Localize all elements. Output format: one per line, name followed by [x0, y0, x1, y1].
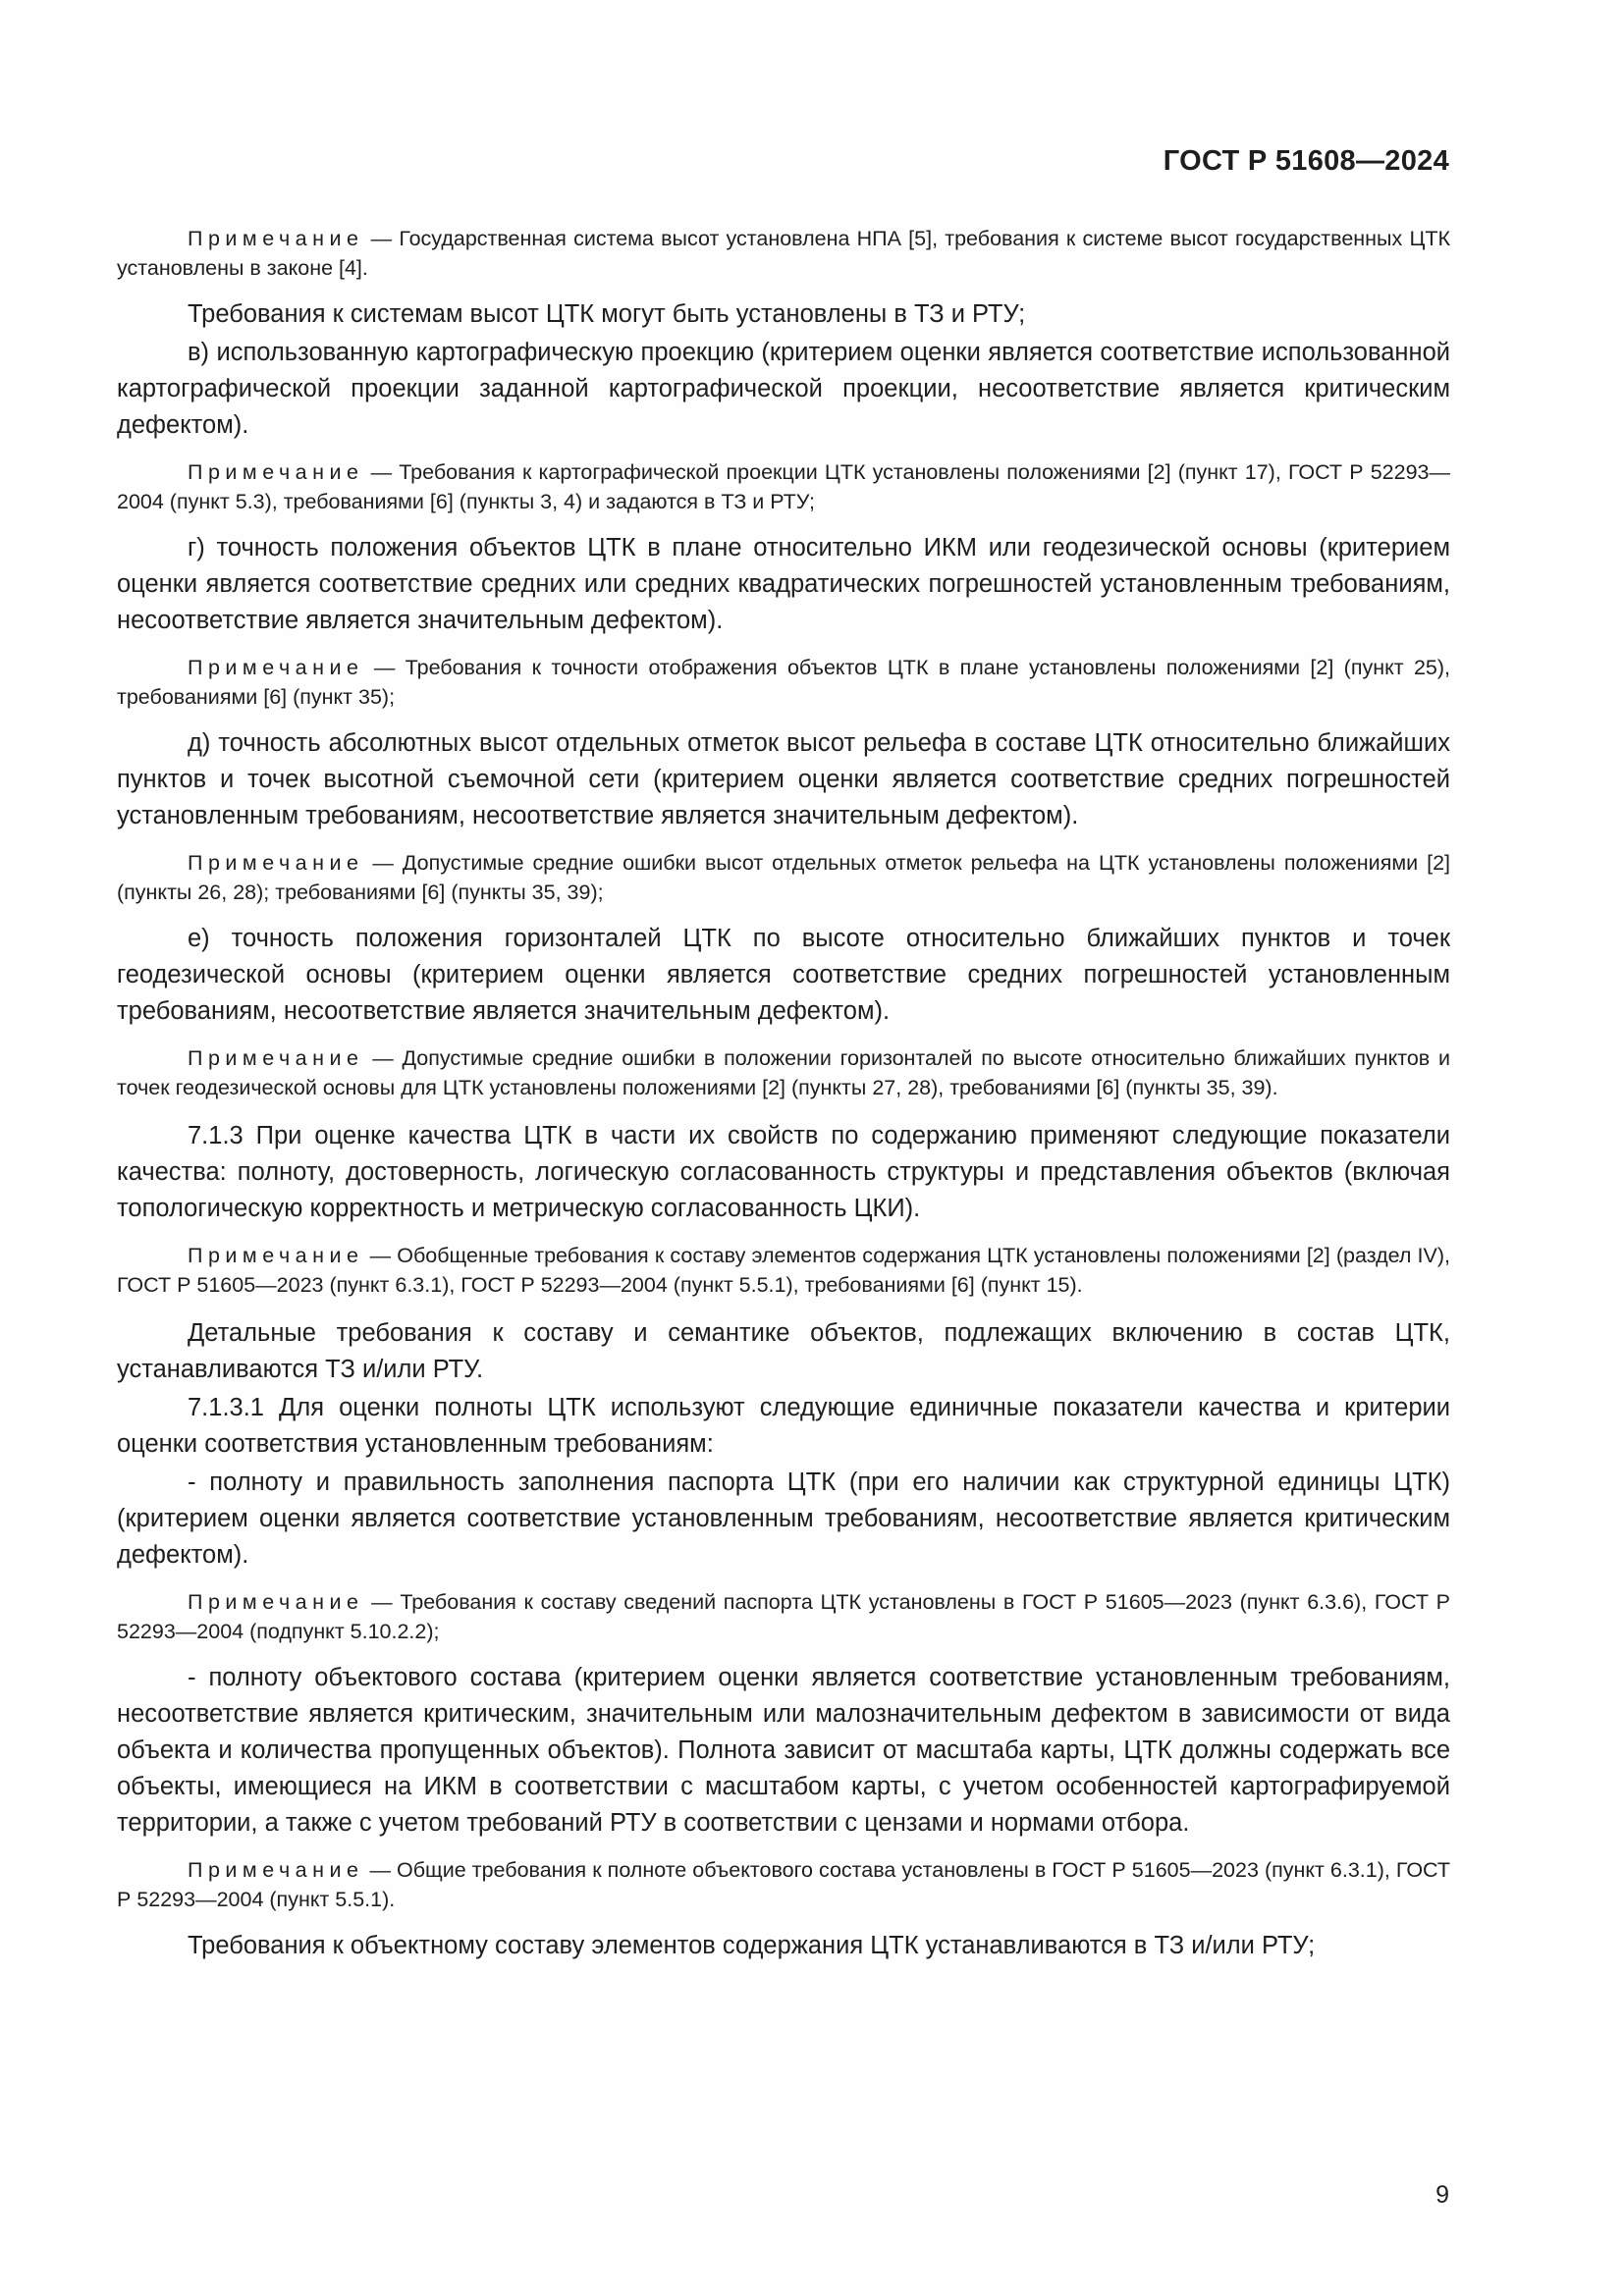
note-text: — Допустимые средние ошибки в положении горизонталей по высоте относительно ближайших пунктов и точек геодезической основы для ЦТК установлены положениями [2] (пункты 27, 28), требованиями [6] (пункты 35, 39).: [117, 1046, 1450, 1099]
note-text: — Допустимые средние ошибки высот отдельных отметок рельефа на ЦТК установлены положениями [2] (пункты 26, 28); требованиями [6] (пункты 35, 39);: [117, 851, 1450, 904]
body-paragraph: Требования к системам высот ЦТК могут быть установлены в ТЗ и РТУ;: [188, 300, 1026, 328]
note-text: — Требования к точности отображения объектов ЦТК в плане установлены положениями [2] (пункт 25), требованиями [6] (пункт 35);: [117, 656, 1450, 709]
note-paragraph: [117, 457, 1450, 516]
note-label: Примечание: [188, 227, 364, 250]
note-text: — Государственная система высот установлена НПА [5], требования к системе высот государственных ЦТК установлены в законе [4].: [117, 227, 1450, 280]
document-code-header: ГОСТ Р 51608—2024: [1163, 145, 1449, 177]
note-label: Примечание: [188, 656, 364, 679]
note-label: Примечание: [188, 851, 364, 875]
page-body: [117, 224, 1450, 1964]
note-label: Примечание: [188, 1858, 364, 1882]
page-number: 9: [1435, 2181, 1449, 2209]
note-paragraph: [117, 1855, 1450, 1914]
body-paragraph: - полноту объектового состава (критерием оценки является соответствие установленным требованиям, несоответствие является критическим, значительным или малозначительным дефектом в зависимости от вида объекта и количества пропущенных объектов). Полнота зависит от масштаба карты, ЦТК должны содержать все объекты, имеющиеся на ИКМ в соответствии с масштабом карты, с учетом особенностей картографируемой территории, а также с учетом требований РТУ в соответствии с цензами и нормами отбора.: [117, 1664, 1450, 1837]
note-paragraph: [117, 1241, 1450, 1300]
body-paragraph: Детальные требования к составу и семантике объектов, подлежащих включению в состав ЦТК, устанавливаются ТЗ и/или РТУ.: [117, 1319, 1450, 1383]
body-paragraph: Требования к объектному составу элементов содержания ЦТК устанавливаются в ТЗ и/или РТУ;: [188, 1932, 1316, 1959]
note-text: — Обобщенные требования к составу элементов содержания ЦТК установлены положениями [2] (раздел IV), ГОСТ Р 51605—2023 (пункт 6.3.1), ГОСТ Р 52293—2004 (пункт 5.5.1), требованиями [6] (пункт 15).: [117, 1244, 1450, 1297]
body-paragraph: в) использованную картографическую проекцию (критерием оценки является соответствие использованной картографической проекции заданной картографической проекции, несоответствие является критическим дефектом).: [117, 339, 1450, 439]
note-label: Примечание: [188, 1244, 364, 1267]
note-label: Примечание: [188, 1590, 364, 1614]
note-paragraph: [117, 848, 1450, 907]
note-label: Примечание: [188, 1046, 364, 1070]
body-paragraph: е) точность положения горизонталей ЦТК по высоте относительно ближайших пунктов и точек геодезической основы (критерием оценки является соответствие средних погрешностей установленным требованиям, несоответствие является значительным дефектом).: [117, 925, 1450, 1025]
note-paragraph: [117, 1587, 1450, 1646]
note-text: — Требования к составу сведений паспорта ЦТК установлены в ГОСТ Р 51605—2023 (пункт 6.3.6), ГОСТ Р 52293—2004 (подпункт 5.10.2.2);: [117, 1590, 1450, 1643]
body-paragraph: 7.1.3.1 Для оценки полноты ЦТК используют следующие единичные показатели качества и критерии оценки соответствия установленным требованиям:: [117, 1394, 1450, 1458]
note-label: Примечание: [188, 460, 364, 484]
note-paragraph: [117, 653, 1450, 712]
note-text: — Общие требования к полноте объектового состава установлены в ГОСТ Р 51605—2023 (пункт 6.3.1), ГОСТ Р 52293—2004 (пункт 5.5.1).: [117, 1858, 1450, 1911]
body-paragraph: - полноту и правильность заполнения паспорта ЦТК (при его наличии как структурной единицы ЦТК) (критерием оценки является соответствие установленным требованиям, несоответствие является критическим дефектом).: [117, 1468, 1450, 1569]
body-paragraph: 7.1.3 При оценке качества ЦТК в части их свойств по содержанию применяют следующие показатели качества: полноту, достоверность, логическую согласованность структуры и представления объектов (включая топологическую корректность и метрическую согласованность ЦКИ).: [117, 1122, 1450, 1222]
body-paragraph: г) точность положения объектов ЦТК в плане относительно ИКМ или геодезической основы (критерием оценки является соответствие средних или средних квадратических погрешностей установленным требованиям, несоответствие является значительным дефектом).: [117, 534, 1450, 634]
body-paragraph: д) точность абсолютных высот отдельных отметок высот рельефа в составе ЦТК относительно ближайших пунктов и точек высотной съемочной сети (критерием оценки является соответствие средних погрешностей установленным требованиям, несоответствие является значительным дефектом).: [117, 729, 1450, 829]
note-text: — Требования к картографической проекции ЦТК установлены положениями [2] (пункт 17), ГОСТ Р 52293—2004 (пункт 5.3), требованиями [6] (пункты 3, 4) и задаются в ТЗ и РТУ;: [117, 460, 1450, 513]
note-paragraph: [117, 224, 1450, 283]
note-paragraph: [117, 1043, 1450, 1102]
